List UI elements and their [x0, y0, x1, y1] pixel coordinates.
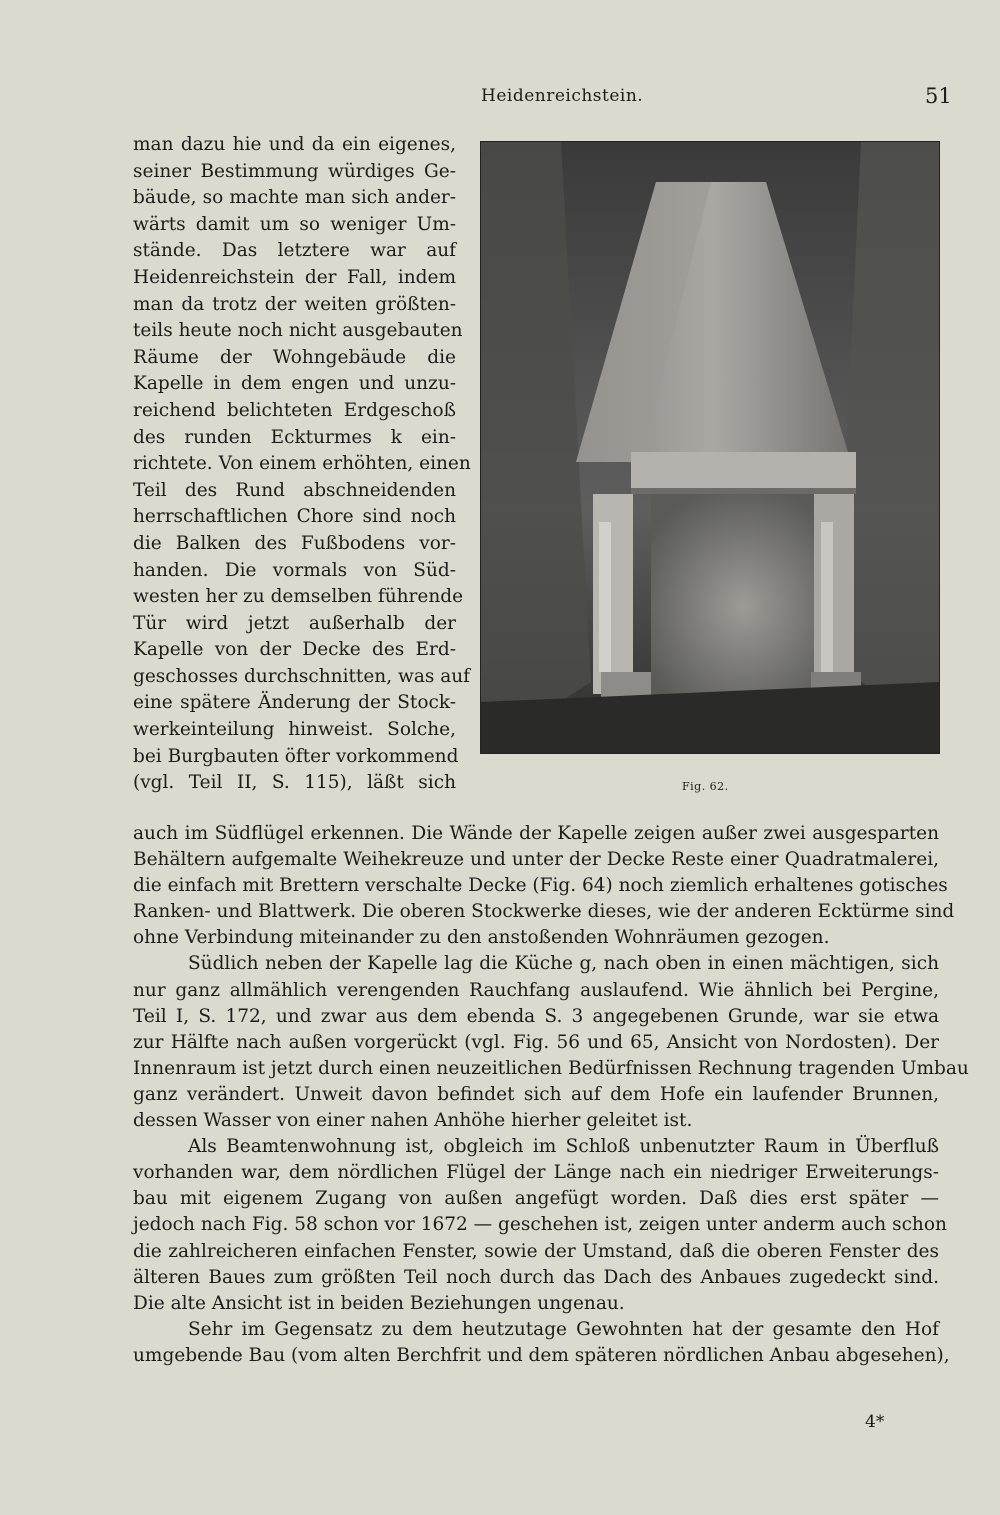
text-line: Innenraum ist jetzt durch einen neuzeitlichen Bedürfnissen Rechnung tragenden Umbau [133, 1057, 969, 1079]
text-line: westen her zu demselben führende [133, 586, 464, 608]
text-line: Teil des Rund abschneidenden [133, 479, 456, 501]
text-line: Heidenreichstein der Fall, indem [133, 266, 456, 288]
text-line: bäude, so machte man sich ander- [133, 187, 456, 209]
text-line: jedoch nach Fig. 58 schon vor 1672 — geschehen ist, zeigen unter anderm auch schon [133, 1214, 947, 1236]
page-number: 51 [925, 84, 952, 108]
text-line: handen. Die vormals von Süd- [133, 559, 456, 581]
text-line: Behältern aufgemalte Weihekreuze und unter der Decke Reste einer Quadratmalerei, [133, 849, 939, 871]
text-line: Als Beamtenwohnung ist, obgleich im Schloß unbenutzter Raum in Überfluß [188, 1136, 939, 1158]
text-line: Südlich neben der Kapelle lag die Küche g, nach oben in einen mächtigen, sich [188, 953, 939, 975]
full-width-text [133, 821, 969, 1369]
text-line: reichend belichteten Erdgeschoß [133, 399, 456, 421]
text-line: wärts damit um so weniger Um- [133, 213, 456, 235]
text-line: vorhanden war, dem nördlichen Flügel der Länge nach ein niedriger Erweiterungs- [133, 1162, 939, 1184]
text-line: älteren Baues zum größten Teil noch durch das Dach des Anbaues zugedeckt sind. [133, 1266, 939, 1288]
text-line: Kapelle von der Decke des Erd- [133, 639, 456, 661]
text-line: zur Hälfte nach außen vorgerückt (vgl. Fig. 56 und 65, Ansicht von Nordosten). Der [133, 1031, 939, 1053]
text-line: man dazu hie und da ein eigenes, [133, 134, 456, 155]
text-line: die einfach mit Brettern verschalte Decke (Fig. 64) noch ziemlich erhaltenes gotisches [133, 875, 948, 897]
text-line: (vgl. Teil II, S. 115), läßt sich [133, 772, 456, 794]
text-line: die zahlreicheren einfachen Fenster, sowie der Umstand, daß die oberen Fenster des [133, 1240, 939, 1262]
fireplace-photograph [480, 141, 940, 754]
running-head: Heidenreichstein. [481, 86, 644, 106]
text-line: teils heute noch nicht ausgebauten [133, 320, 463, 342]
text-line: geschosses durchschnitten, was auf [133, 665, 471, 687]
text-line: des runden Eckturmes k ein- [133, 426, 456, 448]
text-line: stände. Das letztere war auf [133, 240, 456, 262]
text-line: bau mit eigenem Zugang von außen angefügt worden. Daß dies erst später — [133, 1188, 939, 1210]
text-line: eine spätere Änderung der Stock- [133, 692, 456, 714]
text-line: ganz verändert. Unweit davon befindet sich auf dem Hofe ein laufender Brunnen, [133, 1083, 939, 1105]
text-line: Ranken- und Blattwerk. Die oberen Stockwerke dieses, wie der anderen Ecktürme sind [133, 901, 955, 923]
text-line: man da trotz der weiten größten- [133, 293, 456, 315]
text-line: nur ganz allmählich verengenden Rauchfang auslaufend. Wie ähnlich bei Pergine, [133, 979, 939, 1001]
text-line: richtete. Von einem erhöhten, einen [133, 453, 471, 475]
text-line: dessen Wasser von einer nahen Anhöhe hierher geleitet ist. [133, 1110, 693, 1132]
text-line: die Balken des Fußbodens vor- [133, 532, 456, 554]
narrow-column-text [133, 132, 471, 797]
text-line: ohne Verbindung miteinander zu den anstoßenden Wohnräumen gezogen. [133, 927, 830, 949]
text-line: auch im Südflügel erkennen. Die Wände der Kapelle zeigen außer zwei ausgesparten [133, 823, 939, 844]
text-line: Die alte Ansicht ist in beiden Beziehungen ungenau. [133, 1292, 625, 1314]
text-line: Räume der Wohngebäude die [133, 346, 456, 368]
signature-mark: 4* [865, 1412, 885, 1432]
text-line: Kapelle in dem engen und unzu- [133, 373, 456, 395]
text-line: herrschaftlichen Chore sind noch [133, 506, 456, 528]
figure-caption: Fig. 62. [682, 780, 729, 793]
text-line: seiner Bestimmung würdiges Ge- [133, 160, 456, 182]
text-line: Tür wird jetzt außerhalb der [133, 612, 456, 634]
text-line: bei Burgbauten öfter vorkommend [133, 745, 459, 767]
text-line: werkeinteilung hinweist. Solche, [133, 719, 456, 741]
text-line: umgebende Bau (vom alten Berchfrit und dem späteren nördlichen Anbau abgesehen), [133, 1344, 950, 1366]
text-line: Teil I, S. 172, und zwar aus dem ebenda S. 3 angegebenen Grunde, war sie etwa [133, 1005, 939, 1027]
text-line: Sehr im Gegensatz zu dem heutzutage Gewohnten hat der gesamte den Hof [188, 1318, 939, 1340]
